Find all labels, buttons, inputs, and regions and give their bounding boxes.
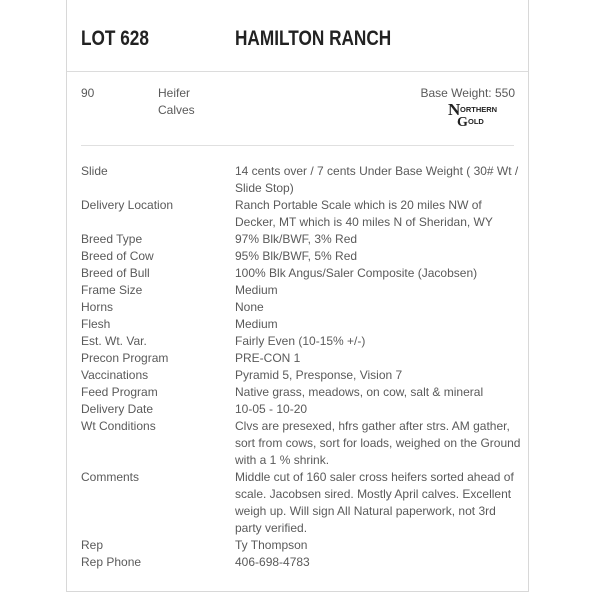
detail-label: Rep Phone <box>81 555 142 569</box>
detail-value: 14 cents over / 7 cents Under Base Weight ( 30# Wt / Slide Stop) <box>235 164 519 195</box>
svg-text:OLD: OLD <box>468 117 484 126</box>
detail-row <box>81 537 521 554</box>
detail-label: Wt Conditions <box>81 419 156 433</box>
detail-row <box>81 418 521 469</box>
detail-value: Fairly Even (10-15% +/-) <box>235 334 366 348</box>
detail-value: Pyramid 5, Presponse, Vision 7 <box>235 368 403 382</box>
detail-label: Flesh <box>81 317 111 331</box>
detail-row <box>81 163 521 197</box>
detail-row <box>81 350 521 367</box>
detail-row <box>81 316 521 333</box>
detail-value: Medium <box>235 283 278 297</box>
detail-value: 95% Blk/BWF, 5% Red <box>235 249 358 263</box>
lot-number: LOT 628 <box>81 27 149 50</box>
svg-text:N: N <box>448 103 461 119</box>
detail-row <box>81 299 521 316</box>
detail-value: 100% Blk Angus/Saler Composite (Jacobsen) <box>235 266 478 280</box>
detail-label: Rep <box>81 538 104 552</box>
detail-row <box>81 265 521 282</box>
detail-label: Comments <box>81 470 140 484</box>
cattle-description <box>158 85 218 119</box>
detail-row <box>81 282 521 299</box>
detail-value: 97% Blk/BWF, 3% Red <box>235 232 358 246</box>
detail-label: Est. Wt. Var. <box>81 334 147 348</box>
detail-row <box>81 554 521 571</box>
detail-value: Middle cut of 160 saler cross heifers sorted ahead of scale. Jacobsen sired. Mostly April calves. Excellent weigh up. Will sign All Natural paperwork, not 3rd party verified. <box>235 470 514 535</box>
detail-label: Slide <box>81 164 108 178</box>
detail-value: None <box>235 300 264 314</box>
detail-label: Breed Type <box>81 232 143 246</box>
detail-row <box>81 333 521 350</box>
detail-value: Medium <box>235 317 278 331</box>
detail-row <box>81 401 521 418</box>
detail-value: Ty Thompson <box>235 538 308 552</box>
lot-card <box>66 0 529 592</box>
detail-row <box>81 231 521 248</box>
detail-label: Frame Size <box>81 283 143 297</box>
detail-row <box>81 197 521 231</box>
detail-label: Delivery Date <box>81 402 154 416</box>
detail-value: Clvs are presexed, hfrs gather after strs. AM gather, sort from cows, sort for loads, weighed on the Ground with a 1 % shrink. <box>235 419 521 467</box>
detail-value: Native grass, meadows, on cow, salt & mineral <box>235 385 484 399</box>
lot-details <box>81 163 521 571</box>
ranch-name: HAMILTON RANCH <box>235 27 392 50</box>
detail-row <box>81 384 521 401</box>
detail-row <box>81 469 521 537</box>
detail-label: Breed of Bull <box>81 266 150 280</box>
detail-label: Vaccinations <box>81 368 149 382</box>
lot-header <box>67 0 528 72</box>
detail-label: Horns <box>81 300 114 314</box>
detail-row <box>81 367 521 384</box>
detail-row <box>81 248 521 265</box>
head-count: 90 <box>81 86 95 100</box>
base-weight: Base Weight: 550 <box>420 86 515 100</box>
northern-gold-logo <box>446 103 516 127</box>
detail-label: Delivery Location <box>81 198 174 212</box>
sex-line-2: Calves <box>158 103 195 117</box>
detail-label: Feed Program <box>81 385 158 399</box>
detail-value: PRE-CON 1 <box>235 351 301 365</box>
detail-value: 406-698-4783 <box>235 555 310 569</box>
detail-label: Breed of Cow <box>81 249 154 263</box>
svg-text:ORTHERN: ORTHERN <box>460 105 498 114</box>
detail-value: Ranch Portable Scale which is 20 miles NW of Decker, MT which is 40 miles N of Sheridan, WY <box>235 198 493 229</box>
svg-text:G: G <box>457 115 468 127</box>
detail-label: Precon Program <box>81 351 169 365</box>
sex-line-1: Heifer <box>158 86 191 100</box>
detail-value: 10-05 - 10-20 <box>235 402 308 416</box>
section-divider <box>81 145 514 146</box>
